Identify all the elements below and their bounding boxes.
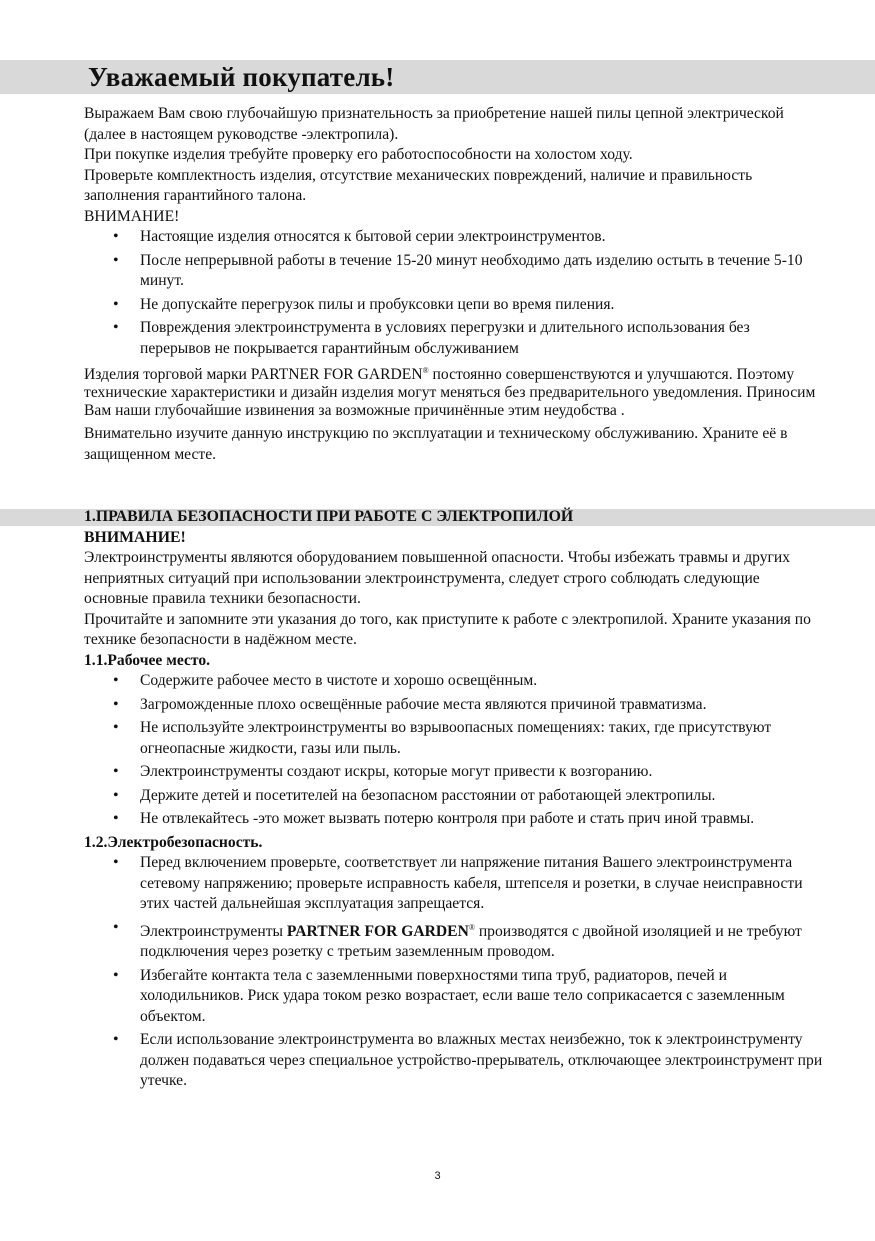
list-item: • Не используйте электроинструменты во взрывоопасных помещениях: таких, где присутствуют огнеопасные жидкости, газы или пыль.	[84, 718, 824, 759]
list-item: • Электроинструменты создают искры, которые могут привести к возгоранию.	[84, 762, 824, 783]
brand-name: PARTNER FOR GARDEN	[286, 922, 469, 940]
registered-mark: ®	[468, 922, 475, 932]
list-item: • Не допускайте перегрузок пилы и пробуксовки цепи во время пиления.	[84, 295, 824, 316]
list-item: • Содержите рабочее место в чистоте и хорошо освещённым.	[84, 671, 824, 692]
study-paragraph: Внимательно изучите данную инструкцию по эксплуатации и техническому обслуживанию. Храните её в защищенном месте.	[84, 425, 788, 463]
list-item: • После непрерывной работы в течение 15-20 минут необходимо дать изделию остыть в течение 5-10 минут.	[84, 251, 824, 292]
bullet-text-end: производятся с двойной изоляцией и не требуют подключения через розетку с третьим заземленным проводом.	[140, 922, 802, 961]
brand-paragraph	[84, 362, 824, 420]
brand-text-end: постоянно совершенствуются и улучшаются. Поэтому технические характеристики и дизайн изделия могут меняться без предварительного уведомления. Приносим Вам наши глубочайшие извинения за возможные причинённые этим неудобства .	[84, 366, 816, 420]
list-item: • Не отвлекайтесь -это может вызвать потерю контроля при работе и стать прич иной травмы.	[84, 809, 824, 830]
bullet-text-start: Электроинструменты	[140, 922, 287, 940]
electrical-bullet-list	[84, 853, 824, 1092]
list-item: • Держите детей и посетителей на безопасном расстоянии от работающей электропилы.	[84, 786, 824, 807]
section1-paragraph-1: Электроинструменты являются оборудованием повышенной опасности. Чтобы избежать травмы и других неприятных ситуаций при использовании электроинструмента, следует строго соблюдать следующие основные правила техники безопасности.	[84, 549, 791, 607]
list-item: • Загроможденные плохо освещённые рабочие места являются причиной травматизма.	[84, 695, 824, 716]
intro-paragraph-1: Выражаем Вам свою глубочайшую признательность за приобретение нашей пилы цепной электрической (далее в настоящем руководстве -электропила).	[84, 105, 784, 143]
page-number: 3	[434, 1170, 441, 1182]
brand-text-start: Изделия торговой марки PARTNER FOR GARDEN	[84, 366, 423, 384]
list-item	[84, 918, 824, 963]
subsection-electrical-heading: 1.2.Электробезопасность.	[84, 833, 263, 851]
workplace-bullet-list	[84, 671, 824, 830]
section1-attention: ВНИМАНИЕ!	[84, 528, 186, 546]
intro-bullet-list	[84, 227, 824, 359]
list-item: • Настоящие изделия относятся к бытовой серии электроинструментов.	[84, 227, 824, 248]
list-item: • Перед включением проверьте, соответствует ли напряжение питания Вашего электроинструмента сетевому напряжению; проверьте исправность кабеля, штепселя и розетки, в случае неисправности этих частей дальнейшая эксплуатация запрещается.	[84, 853, 824, 915]
intro-paragraph-2: При покупке изделия требуйте проверку его работоспособности на холостом ходу.	[84, 146, 633, 163]
section1-block	[84, 507, 824, 1095]
attention-label: ВНИМАНИЕ!	[84, 207, 180, 225]
list-item: • Если использование электроинструмента во влажных местах неизбежно, ток к электроинструменту должен подаваться через специальное устройство-прерыватель, отключающее электроинструмент при утечке.	[84, 1030, 824, 1092]
intro-paragraph-3: Проверьте комплектность изделия, отсутствие механических повреждений, наличие и правильность заполнения гарантийного талона.	[84, 166, 753, 204]
intro-block	[84, 104, 824, 465]
subsection-workplace-heading: 1.1.Рабочее место.	[84, 651, 211, 669]
list-item: • Повреждения электроинструмента в условиях перегрузки и длительного использования без перерывов не покрывается гарантийным обслуживанием	[84, 318, 824, 359]
section1-paragraph-2: Прочитайте и запомните эти указания до того, как приступите к работе с электропилой. Храните указания по технике безопасности в надёжном месте.	[84, 610, 811, 648]
registered-mark: ®	[422, 366, 429, 375]
list-item: • Избегайте контакта тела с заземленными поверхностями типа труб, радиаторов, печей и холодильников. Риск удара током резко возрастает, если ваше тело соприкасается с заземленным объектом.	[84, 966, 824, 1028]
section1-heading: 1.ПРАВИЛА БЕЗОПАСНОСТИ ПРИ РАБОТЕ С ЭЛЕКТРОПИЛОЙ	[84, 508, 574, 525]
page-title: Уважаемый покупатель!	[88, 62, 395, 92]
